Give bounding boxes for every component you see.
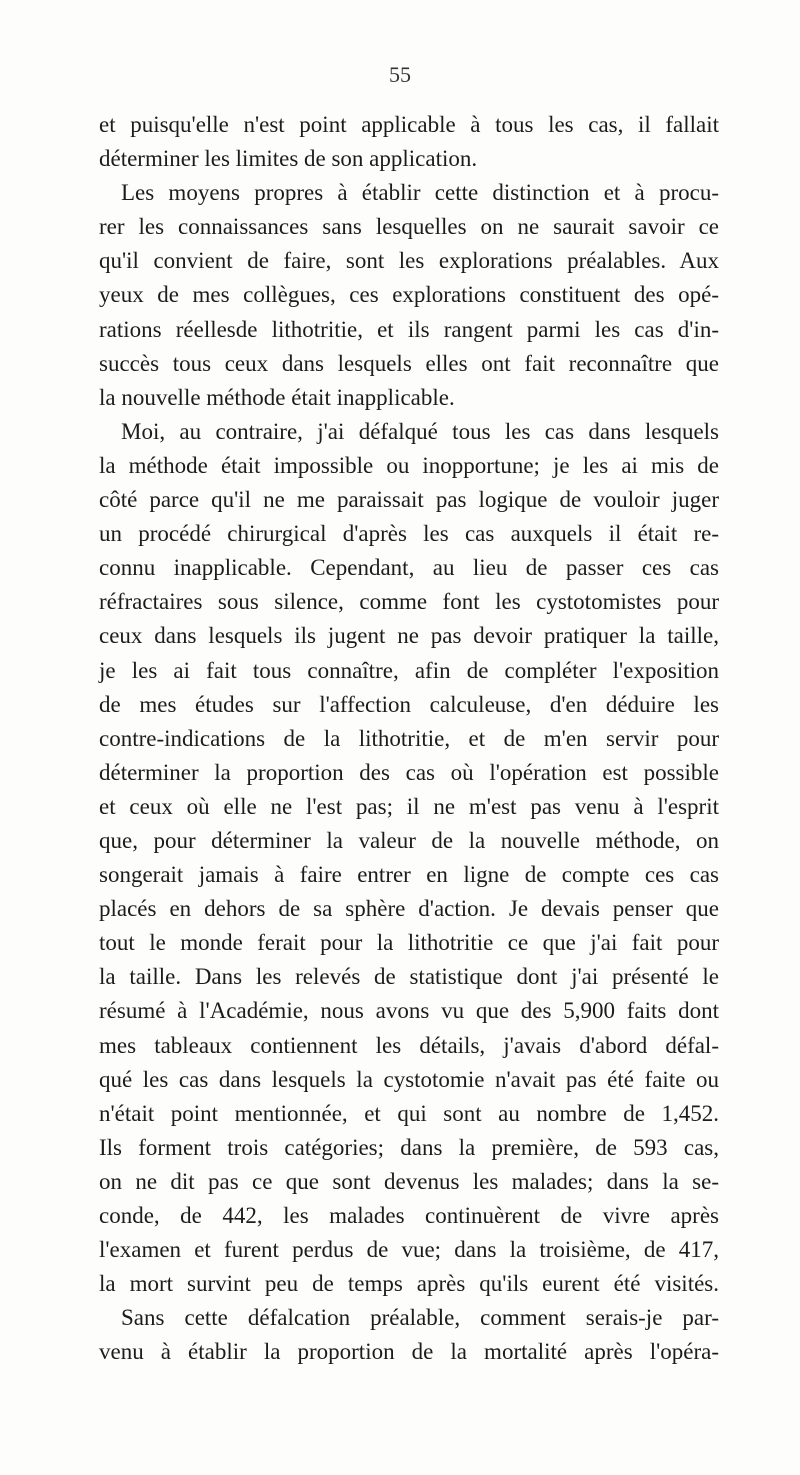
text-line: connu inapplicable. Cependant, au lieu de passer ces cas (99, 555, 719, 581)
text-line: qu'il convient de faire, sont les explorations préalables. Aux (99, 248, 719, 274)
text-line: Les moyens propres à établir cette distinction et à procu- (121, 180, 719, 206)
text-line: rations réellesde lithotritie, et ils rangent parmi les cas d'in- (99, 316, 719, 342)
text-line: réfractaires sous silence, comme font les cystotomistes pour (99, 589, 719, 615)
text-line: et ceux où elle ne l'est pas; il ne m'est pas venu à l'esprit (99, 793, 719, 819)
text-line: ceux dans lesquels ils jugent ne pas devoir pratiquer la taille, (99, 623, 719, 649)
text-line: conde, de 442, les malades continuèrent de vivre après (99, 1203, 719, 1228)
text-line: l'examen et furent perdus de vue; dans la troisième, de 417, (99, 1237, 719, 1263)
text-line: contre-indications de la lithotritie, et de m'en servir pour (99, 725, 719, 751)
text-line: venu à établir la proportion de la mortalité après l'opéra- (99, 1339, 719, 1365)
text-line: déterminer la proportion des cas où l'opération est possible (99, 759, 719, 785)
page-number: 55 (389, 62, 411, 87)
text-line: je les ai fait tous connaître, afin de compléter l'exposition (99, 657, 719, 683)
body-text (99, 108, 719, 1369)
text-line: Moi, au contraire, j'ai défalqué tous les cas dans lesquels (121, 418, 719, 444)
text-line: Ils forment trois catégories; dans la première, de 593 cas, (99, 1134, 719, 1160)
text-line: résumé à l'Académie, nous avons vu que des 5,900 faits dont (99, 998, 719, 1024)
text-line: succès tous ceux dans lesquels elles ont fait reconnaître que (99, 350, 719, 376)
text-line: que, pour déterminer la valeur de la nouvelle méthode, on (99, 827, 719, 853)
text-line: mes tableaux contiennent les détails, j'avais d'abord défal- (99, 1032, 719, 1058)
text-line: la mort survint peu de temps après qu'ils eurent été visités. (99, 1271, 719, 1297)
text-line: tout le monde ferait pour la lithotritie ce que j'ai fait pour (99, 930, 719, 956)
text-line: rer les connaissances sans lesquelles on ne saurait savoir ce (99, 214, 719, 240)
text-line: n'était point mentionnée, et qui sont au nombre de 1,452. (99, 1100, 719, 1126)
text-line: Sans cette défalcation préalable, comment serais-je par- (121, 1305, 719, 1331)
text-line: la taille. Dans les relevés de statistique dont j'ai présenté le (99, 964, 719, 990)
text-line: un procédé chirurgical d'après les cas auxquels il était re- (99, 521, 719, 547)
text-line: et puisqu'elle n'est point applicable à tous les cas, il fallait (99, 112, 719, 137)
text-line: qué les cas dans lesquels la cystotomie n'avait pas été faite ou (99, 1066, 719, 1092)
text-line: déterminer les limites de son application. (99, 146, 478, 172)
text-line: songerait jamais à faire entrer en ligne de compte ces cas (99, 862, 719, 888)
text-line: de mes études sur l'affection calculeuse, d'en déduire les (99, 691, 719, 717)
text-line: placés en dehors de sa sphère d'action. Je devais penser que (99, 896, 719, 922)
text-line: la nouvelle méthode était inapplicable. (99, 384, 455, 410)
text-line: on ne dit pas ce que sont devenus les malades; dans la se- (99, 1168, 719, 1194)
text-line: côté parce qu'il ne me paraissait pas logique de vouloir juger (99, 487, 719, 513)
text-line: yeux de mes collègues, ces explorations constituent des opé- (99, 282, 719, 308)
text-line: la méthode était impossible ou inopportune; je les ai mis de (99, 452, 719, 478)
